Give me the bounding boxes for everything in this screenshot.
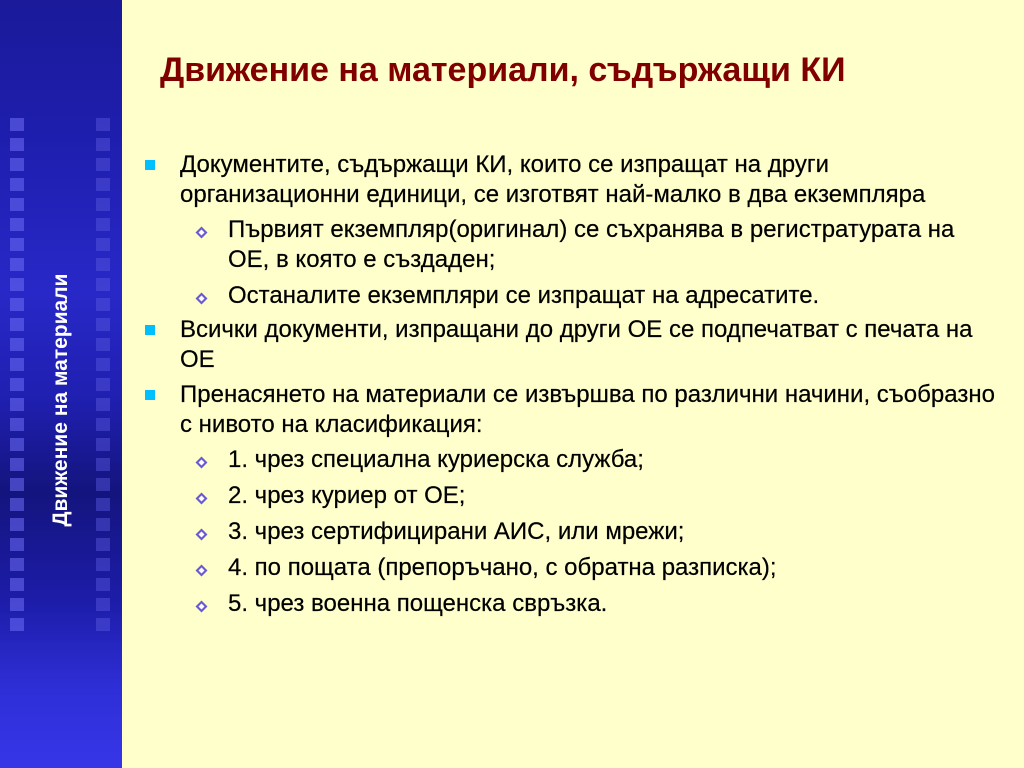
sidebar-decoration-square [10,218,24,231]
sub-bullet-text: 2. чрез куриер от ОЕ; [228,482,466,509]
sub-bullet-text: 5. чрез военна пощенска свръзка. [228,590,608,617]
sidebar-decoration-square [96,578,110,591]
sidebar-decoration-square [10,258,24,271]
sidebar-decoration-square [96,138,110,151]
sidebar-decoration-square [96,558,110,571]
sidebar-decoration-square [10,498,24,511]
sub-bullet-text: Останалите екземпляри се изпращат на адресатите. [228,282,820,309]
bullet-text: Пренасянето на материали се извършва по различни начини, съобразно с нивото на класификация: [180,381,995,438]
sidebar-panel [0,0,122,768]
diamond-bullet-icon [195,456,208,469]
diamond-bullet-icon [195,492,208,505]
sidebar-decoration-square [10,538,24,551]
sidebar-decoration-square [96,418,110,431]
sidebar-decoration-square [96,538,110,551]
sidebar-decoration-square [96,478,110,491]
sidebar-decoration-square [10,198,24,211]
sidebar-decoration-square [10,438,24,451]
square-bullet-icon [145,325,155,335]
sub-bullet-item [140,517,1000,547]
square-bullet-icon [145,390,155,400]
sidebar-decoration-square [10,278,24,291]
sidebar-decoration-square [10,418,24,431]
slide-title: Движение на материали, съдържащи КИ [160,51,846,89]
sidebar-decoration-square [96,598,110,611]
diamond-bullet-icon [195,564,208,577]
bullet-list [140,150,1000,625]
sidebar-decoration-square [96,498,110,511]
sidebar-decoration-square [96,318,110,331]
sidebar-decoration-square [10,238,24,251]
sidebar-decoration-square [96,218,110,231]
sub-bullet-item [140,589,1000,619]
sidebar-decoration-square [96,338,110,351]
sub-bullet-text: Първият екземпляр(оригинал) се съхранява в регистратурата на ОЕ, в която е създаден; [228,216,955,273]
sidebar-decoration-square [96,198,110,211]
bullet-text: Документите, съдържащи КИ, които се изпращат на други организационни единици, се изготвят най-малко в два екземпляра [180,151,926,208]
bullet-item [140,315,1000,375]
sub-bullet-item [140,215,1000,275]
sidebar-decoration-square [96,358,110,371]
sidebar-decoration-square [10,458,24,471]
sidebar-label: Движение на материали [49,273,72,527]
diamond-bullet-icon [195,528,208,541]
sub-bullet-item [140,281,1000,311]
sidebar-decoration-square [10,338,24,351]
sidebar-decoration-square [10,618,24,631]
sidebar-decoration-square [96,458,110,471]
square-bullet-icon [145,160,155,170]
sub-bullet-text: 3. чрез сертифицирани АИС, или мрежи; [228,518,685,545]
sidebar-decoration-square [10,598,24,611]
sidebar-decoration-square [96,438,110,451]
sidebar-decoration-square [10,478,24,491]
diamond-bullet-icon [195,600,208,613]
sidebar-decoration-square [10,558,24,571]
sidebar-decoration-square [10,318,24,331]
sidebar-decoration-square [10,178,24,191]
sidebar-decoration-square [10,358,24,371]
sidebar-decoration-square [10,398,24,411]
bullet-text: Всички документи, изпращани до други ОЕ се подпечатват с печата на ОЕ [180,316,973,373]
sidebar-decoration-square [96,398,110,411]
diamond-bullet-icon [195,292,208,305]
sidebar-decoration-square [10,578,24,591]
sidebar-decoration-square [10,298,24,311]
sidebar-decoration-square [10,518,24,531]
sidebar-decoration-square [96,178,110,191]
sidebar-decoration-square [10,118,24,131]
sidebar-decoration-square [96,278,110,291]
sidebar-decoration-right [96,118,110,638]
sidebar-decoration-square [96,258,110,271]
bullet-item [140,150,1000,210]
sidebar-decoration-square [96,158,110,171]
sidebar-decoration-square [96,118,110,131]
sub-bullet-item [140,553,1000,583]
sub-bullet-text: 4. по пощата (препоръчано, с обратна разписка); [228,554,777,581]
sidebar-decoration-square [96,298,110,311]
sidebar-decoration-square [96,618,110,631]
bullet-item [140,380,1000,440]
sidebar-decoration-square [10,378,24,391]
sidebar-decoration-square [96,518,110,531]
sub-bullet-item [140,481,1000,511]
sub-bullet-text: 1. чрез специална куриерска служба; [228,446,644,473]
diamond-bullet-icon [195,226,208,239]
sidebar-decoration-left [10,118,24,638]
sidebar-decoration-square [96,378,110,391]
sub-bullet-item [140,445,1000,475]
sidebar-decoration-square [10,158,24,171]
sidebar-decoration-square [96,238,110,251]
sidebar-decoration-square [10,138,24,151]
